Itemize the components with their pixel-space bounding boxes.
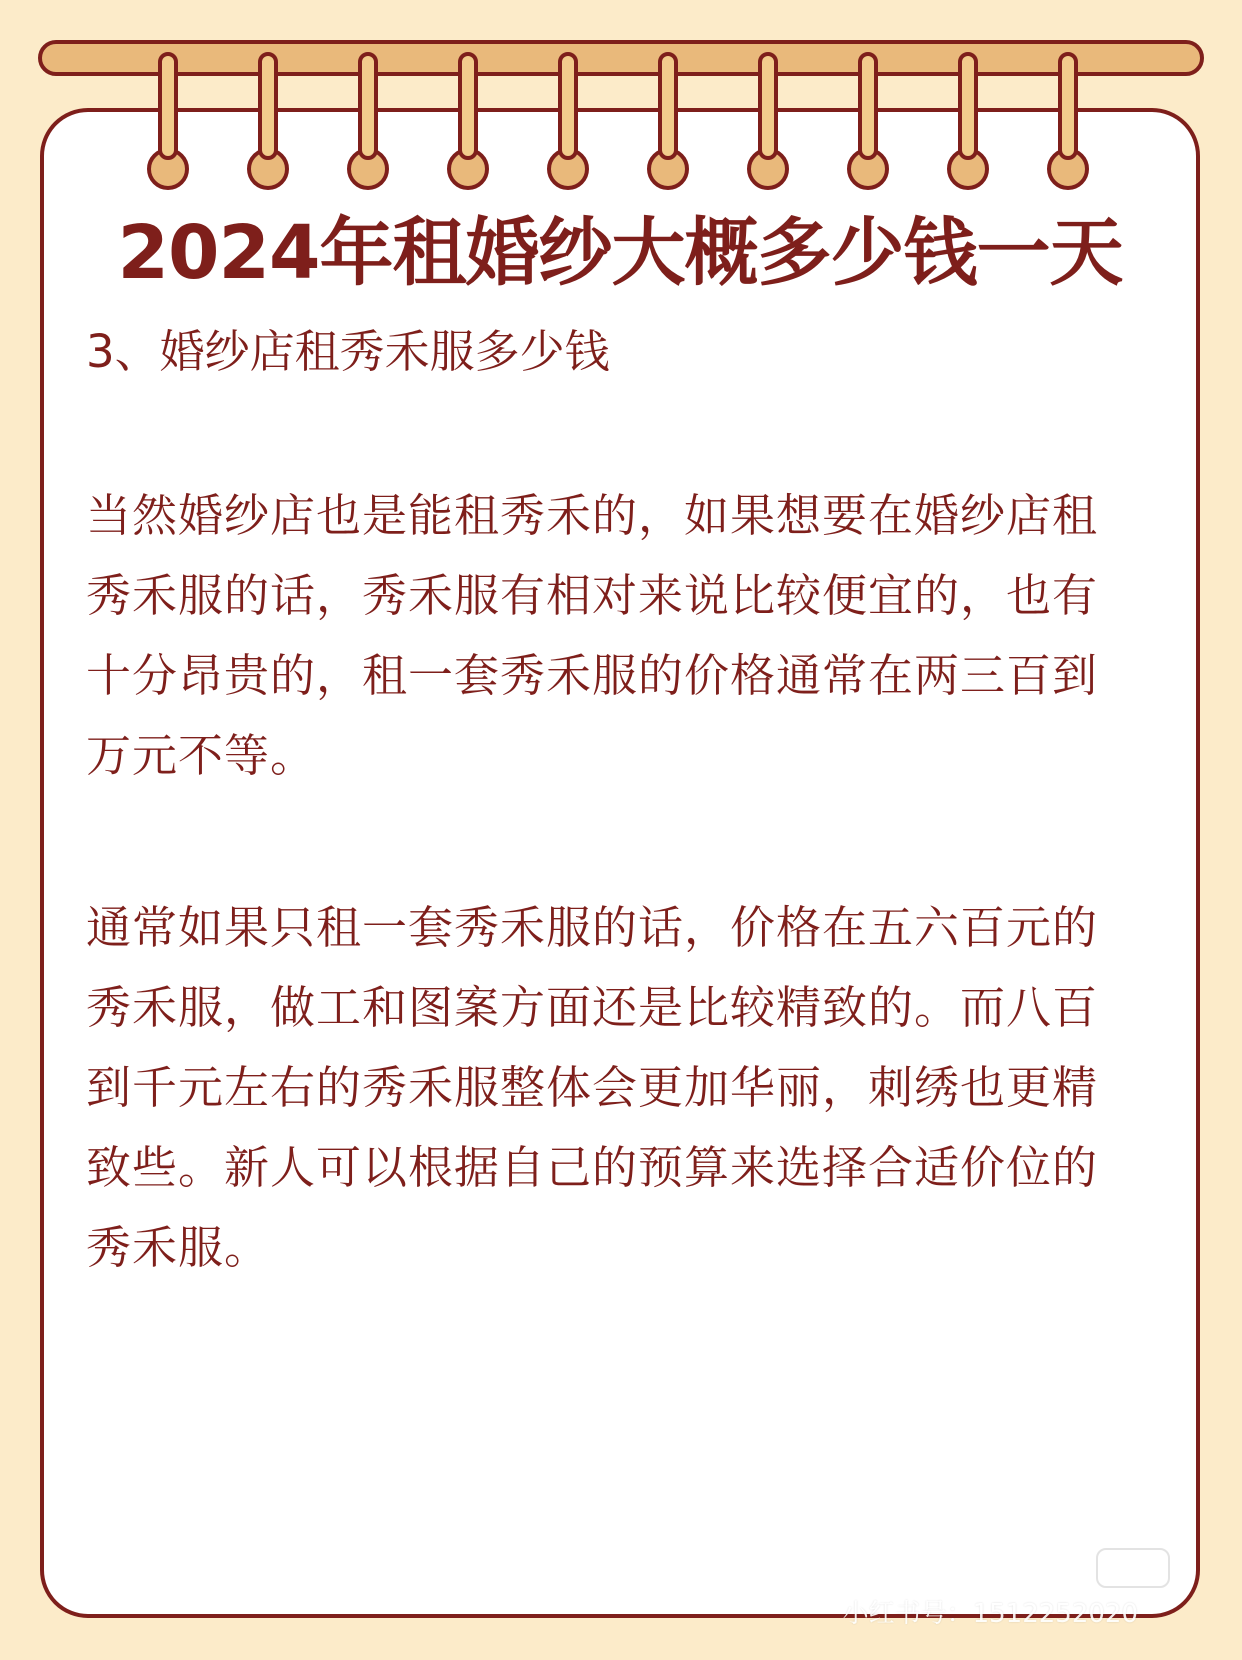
binder-hook-icon [758, 52, 778, 160]
page-title: 2024年租婚纱大概多少钱一天 [117, 210, 1123, 296]
binder-hook-icon [158, 52, 178, 160]
binder-hook-icon [258, 52, 278, 160]
binder-rail [38, 40, 1204, 76]
binder-hook-icon [358, 52, 378, 160]
section-heading: 3、婚纱店租秀禾服多少钱 [86, 325, 610, 378]
binder-hook-icon [858, 52, 878, 160]
paragraph-2: 通常如果只租一套秀禾服的话，价格在五六百元的秀禾服，做工和图案方面还是比较精致的。而八百到千元左右的秀禾服整体会更加华丽，刺绣也更精致些。新人可以根据自己的预算来选择合适价位的秀禾服。 [86, 901, 1099, 1274]
binder-hook-icon [658, 52, 678, 160]
paragraph-1: 当然婚纱店也是能租秀禾的，如果想要在婚纱店租秀禾服的话，秀禾服有相对来说比较便宜的，也有十分昂贵的，租一套秀禾服的价格通常在两三百到万元不等。 [86, 489, 1099, 782]
article-body [86, 322, 1126, 1288]
binder-hook-icon [1058, 52, 1078, 160]
binder-hook-icon [458, 52, 478, 160]
binder-hook-icon [558, 52, 578, 160]
watermark-logo-icon [1096, 1548, 1170, 1588]
watermark-text: 小红书号：1512252020 [842, 1599, 1138, 1629]
binder-hook-icon [958, 52, 978, 160]
